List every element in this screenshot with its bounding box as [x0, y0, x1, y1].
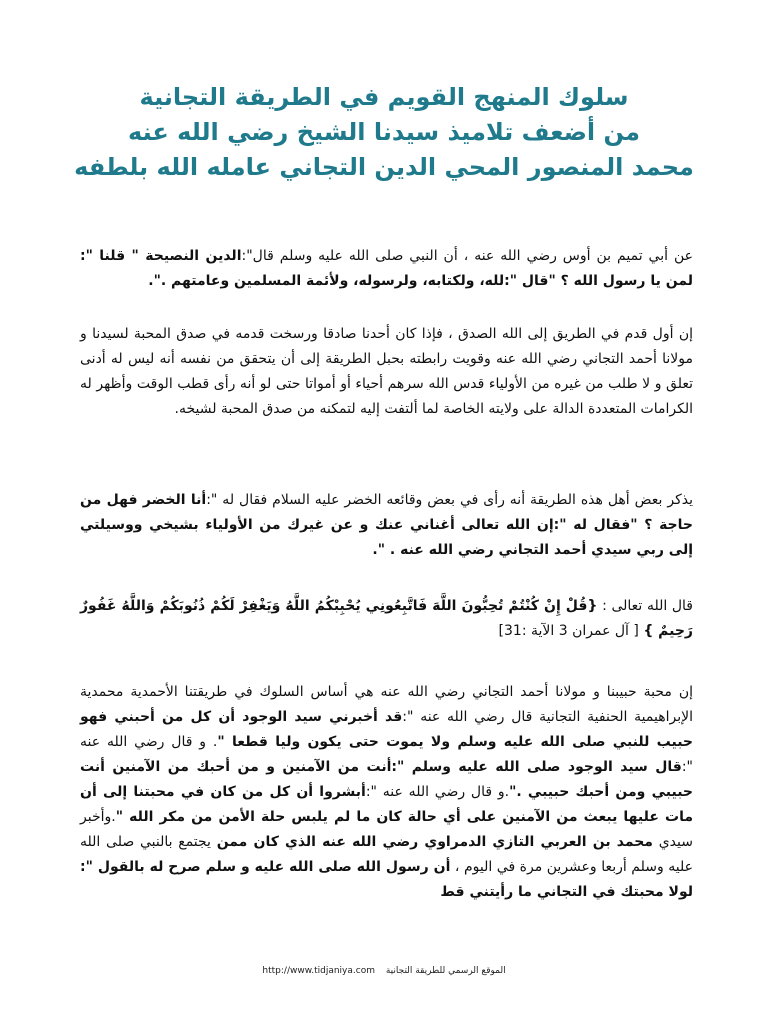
title-line-1: سلوك المنهج القويم في الطريقة التجانية [139, 83, 629, 111]
verse-text: {قُلْ إِنْ كُنْتُمْ تُحِبُّونَ اللَّهَ فَاتَّبِعُونِي يُحْبِبْكُمُ اللَّهُ وَيَغْفِرْ لَكُمْ ذُنُوبَكُمْ وَاللَّهُ غَفُورٌ رَحِيمٌ } [80, 598, 693, 639]
title-line-2: من أضعف تلاميذ سيدنا الشيخ رضي الله عنه [128, 118, 640, 146]
hadith-text: الدين النصيحة " قلنا ": لمن يا رسول الله ؟ "قال ":لله، ولكتابه، ولرسوله، ولأئمة المسلمين وعامتهم .". [80, 248, 693, 289]
khidr-intro: يذكر بعض أهل هذه الطريقة أنه رأى في بعض وقائعه الخضر عليه السلام فقال له ": [206, 492, 693, 508]
mahabba-connector-1: . و قال رضي الله عنه ": [80, 734, 693, 775]
title-line-3: محمد المنصور المحي الدين التجاني عامله الله بلطفه [74, 153, 694, 181]
sidq-text: إن أول قدم في الطريق إلى الله الصدق ، فإذا كان أحدنا صادقا ورسخت قدمه في صدق المحبة لسيدنا و مولانا أحمد التجاني رضي الله عنه وقويت رابطته بحبل الطريقة إلى أن يتحقق من نفسه أنه ليس له أدنى تعلق و لا طلب من غيره من الأولياء قدس الله سرهم أحياء أو أمواتا حتى لو أنه رأى قطب الوقت وأظهر له الكرامات المتعددة الدالة على ولايته الخاصة لما ألتفت إليه لتمكنه من صدق المحبة لشيخه. [80, 326, 693, 417]
mahabba-connector-4: يجتمع بالنبي صلى الله عليه وسلم أربعا وعشرين مرة في اليوم ، [80, 834, 693, 875]
hadith-intro: عن أبي تميم بن أوس رضي الله عنه ، أن النبي صلى الله عليه وسلم قال": [241, 248, 693, 264]
mahabba-intro: إن محبة حبيبنا و مولانا أحمد التجاني رضي الله عنه هي أساس السلوك في طريقتنا الأحمدية محمدية الإبراهيمية الحنفية التجانية قال رضي الله عنه ": [80, 684, 693, 725]
page-footer [0, 966, 768, 976]
document-title [40, 80, 728, 185]
mahabba-quote-2: قال سيد الوجود صلى الله عليه وسلم ":أنت من الآمنين و من أحبك من الآمنين أنت حبيبي ومن أحبك حبيبي ." [80, 759, 694, 800]
mahabba-person-name: محمد بن العربي التازي الدمراوي رضي الله عنه الذي كان ممن [216, 834, 653, 850]
khidr-quote: أنا الخضر فهل من حاجة ؟ "فقال له ":إن الله تعالى أغناني عنك و عن غيرك من الأولياء بشيخي ووسيلتي إلى ربي سيدي أحمد التجاني رضي الله عنه . ". [80, 492, 693, 558]
mahabba-quote-1: قد أخبرني سيد الوجود أن كل من أحبني فهو حبيب للنبي صلى الله عليه وسلم ولا يموت حتى يكون وليا قطعا " [80, 709, 694, 750]
paragraph-hadith-nasiha [80, 244, 693, 294]
paragraph-khidr [80, 488, 693, 563]
mahabba-quote-3: أبشروا أن كل من كان في محبتنا إلى أن مات عليها يبعث من الآمنين على أي حالة كان ما لم يلبس حلة الأمن من مكر الله " [80, 784, 693, 825]
footer-label: الموقع الرسمي للطريقة التجانية [385, 966, 506, 976]
mahabba-quote-4: أن رسول الله صلى الله عليه و سلم صرح له بالقول ": لولا محبتك في التجاني ما رأيتني قط [80, 859, 693, 900]
verse-reference: [ آل عمران 3 الآية :31] [498, 623, 644, 639]
paragraph-quran-verse [80, 594, 693, 644]
paragraph-sidq [80, 322, 693, 422]
verse-intro: قال الله تعالى : [602, 598, 694, 614]
mahabba-connector-3: .وأخبر سيدي [80, 809, 693, 850]
footer-url[interactable]: http://www.tidjaniya.com [262, 966, 375, 976]
paragraph-mahabba [80, 680, 693, 905]
mahabba-connector-2: .و قال رضي الله عنه ": [365, 784, 510, 800]
